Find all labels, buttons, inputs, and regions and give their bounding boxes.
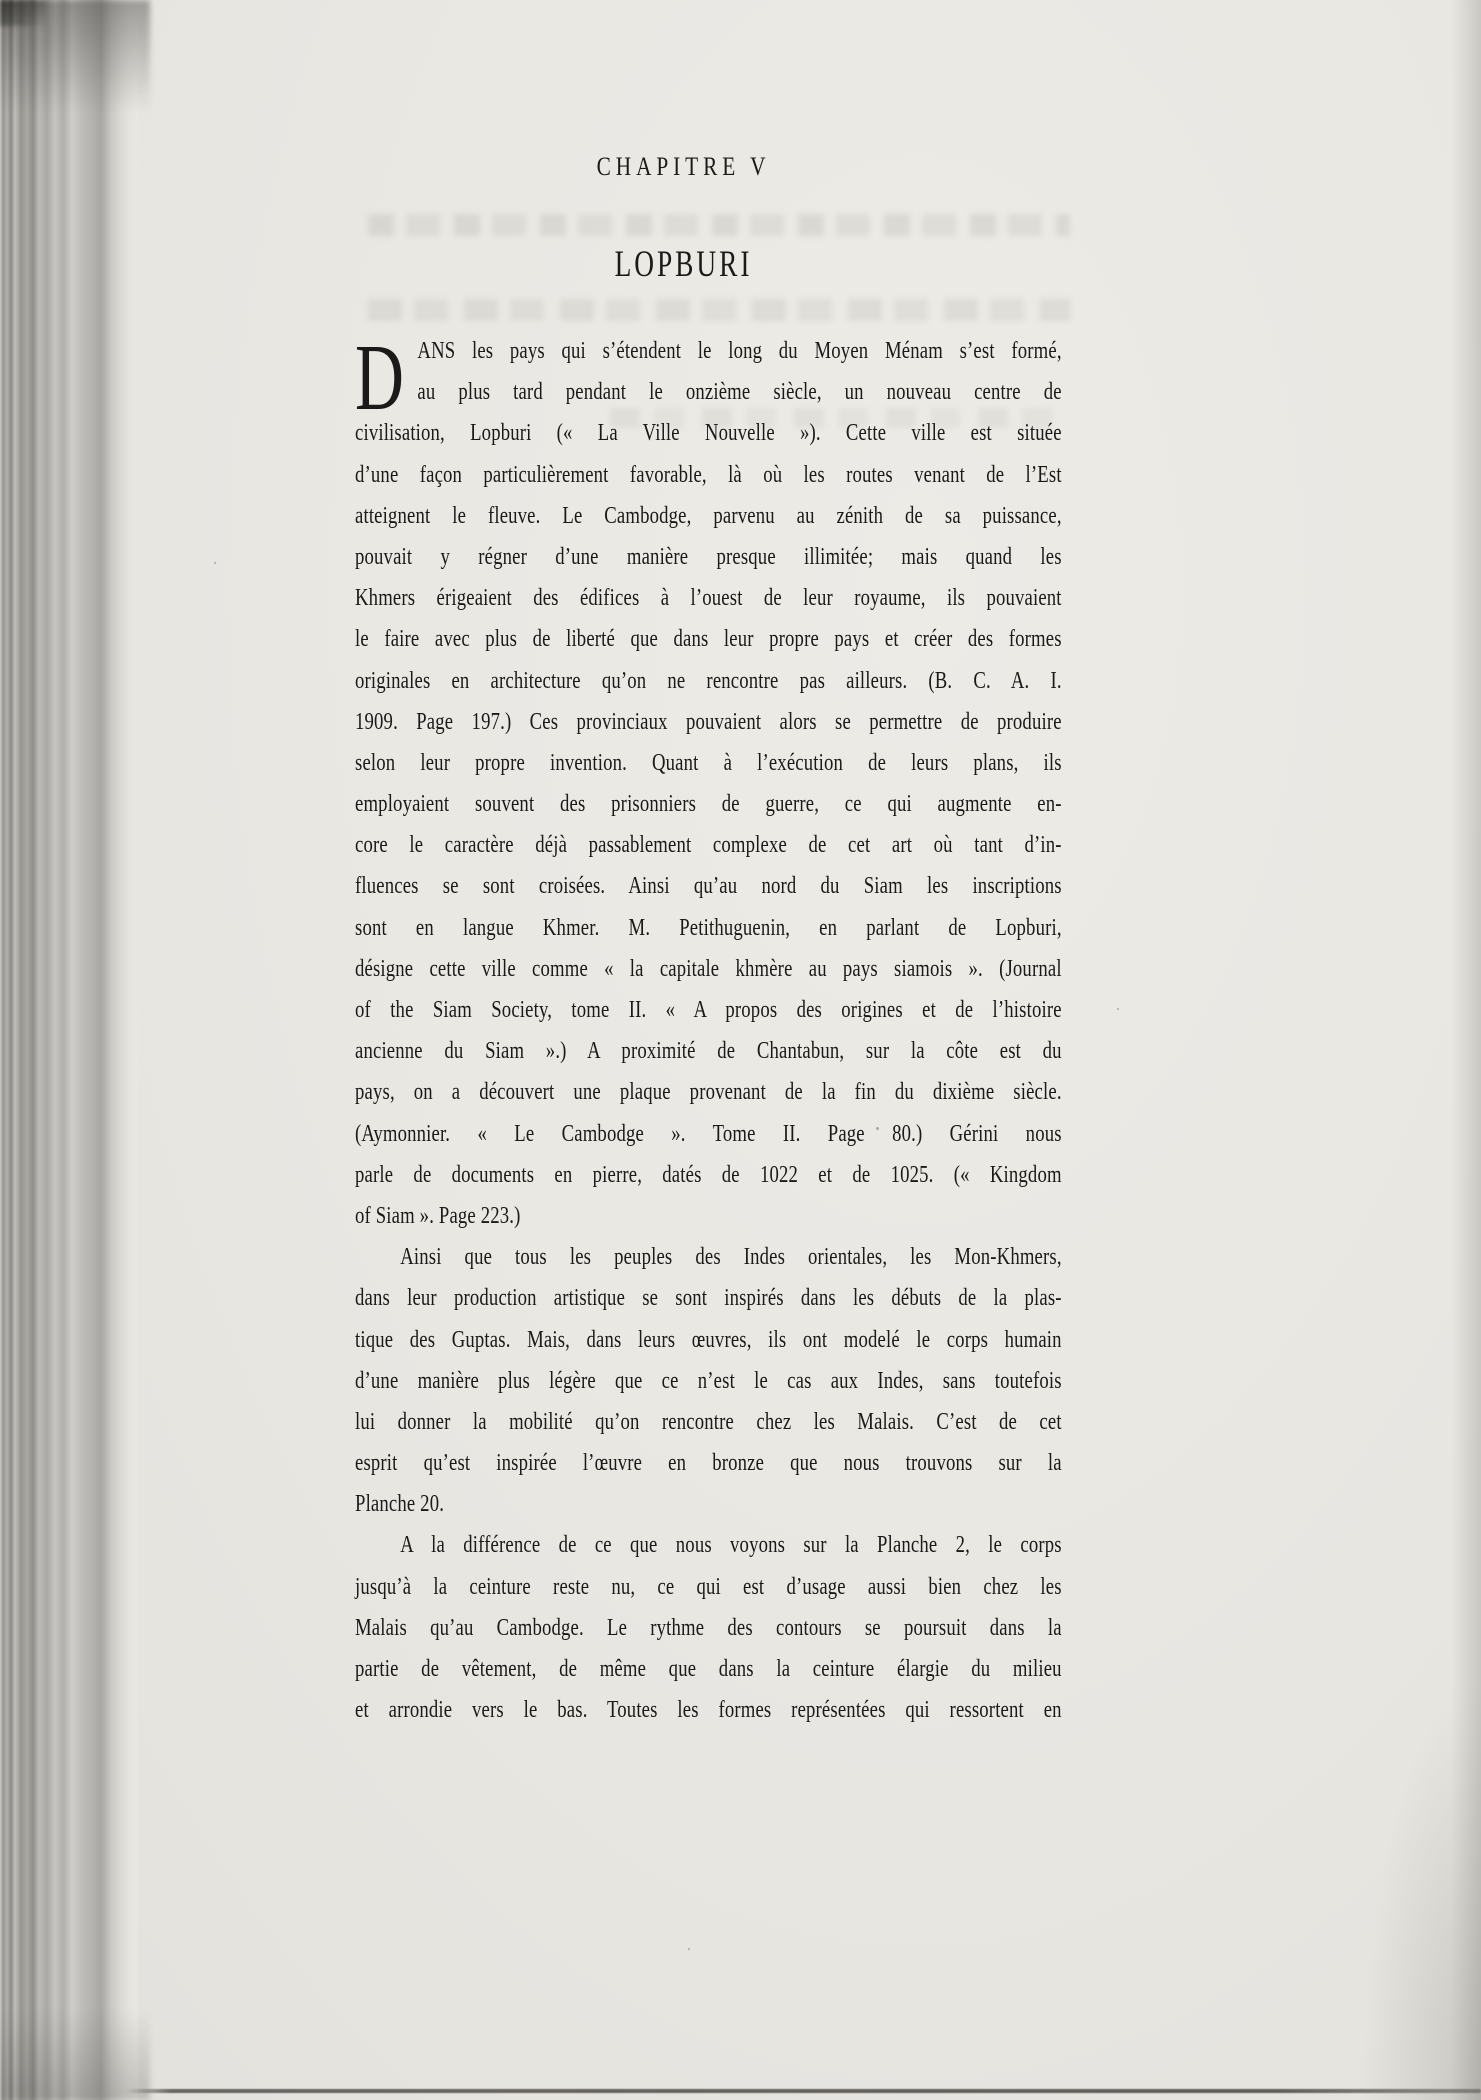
text-line: 1909. Page 197.) Ces provinciaux pouvaient alors se permettre de produire: [355, 708, 1062, 735]
body-text: [355, 326, 1062, 1731]
text-line: pays, on a découvert une plaque provenant de la fin du dixième siècle.: [355, 1079, 1062, 1106]
text-line: lui donner la mobilité qu’on rencontre chez les Malais. C’est de cet: [355, 1408, 1062, 1435]
binding-bottom-shadow: [0, 2010, 150, 2100]
text-line: désigne cette ville comme « la capitale khmère au pays siamois ». (Journal: [355, 955, 1062, 982]
drop-cap: D: [355, 326, 404, 430]
text-line: employaient souvent des prisonniers de guerre, ce qui augmente en-: [355, 791, 1062, 818]
paper-speck: [876, 1127, 879, 1130]
text-line: sont en langue Khmer. M. Petithuguenin, en parlant de Lopburi,: [355, 914, 1062, 941]
corner-shadow: [0, 0, 46, 26]
text-line: civilisation, Lopburi (« La Ville Nouvelle »). Cette ville est située: [355, 420, 1062, 447]
paper-speck: [1117, 1008, 1119, 1010]
paper-speck: [214, 562, 216, 564]
text-line: ancienne du Siam ».) A proximité de Chantabun, sur la côte est du: [355, 1038, 1062, 1065]
text-line: jusqu’à la ceinture reste nu, ce qui est d’usage aussi bien chez les: [355, 1573, 1062, 1600]
binding-edge: [0, 0, 138, 2100]
text-line: Malais qu’au Cambodge. Le rythme des contours se poursuit dans la: [355, 1614, 1062, 1641]
text-line: originales en architecture qu’on ne rencontre pas ailleurs. (B. C. A. I.: [355, 667, 1062, 694]
text-line: tique des Guptas. Mais, dans leurs œuvres, ils ont modelé le corps humain: [355, 1326, 1062, 1353]
text-line: A la différence de ce que nous voyons sur la Planche 2, le corps: [400, 1532, 1062, 1559]
text-line: core le caractère déjà passablement complexe de cet art où tant d’in-: [355, 832, 1062, 859]
paper-speck: [688, 1948, 690, 1950]
text-block: [355, 326, 1062, 1731]
page-title: LOPBURI: [614, 244, 753, 285]
text-line: d’une façon particulièrement favorable, là où les routes venant de l’Est: [355, 461, 1062, 488]
text-line: selon leur propre invention. Quant à l’exécution de leurs plans, ils: [355, 749, 1062, 776]
text-line: parle de documents en pierre, datés de 1022 et de 1025. (« Kingdom: [355, 1161, 1062, 1188]
text-line: dans leur production artistique se sont inspirés dans les débuts de la plas-: [355, 1285, 1062, 1312]
text-line: (Aymonnier. « Le Cambodge ». Tome II. Page 80.) Gérini nous: [355, 1120, 1062, 1147]
bleed-through-text: [368, 299, 1070, 321]
text-line: fluences se sont croisées. Ainsi qu’au nord du Siam les inscriptions: [355, 873, 1062, 900]
text-line: au plus tard pendant le onzième siècle, un nouveau centre de: [417, 379, 1062, 406]
text-line: le faire avec plus de liberté que dans leur propre pays et créer des formes: [355, 626, 1062, 653]
text-line: of the Siam Society, tome II. « A propos des origines et de l’histoire: [355, 997, 1062, 1023]
chapter-heading: CHAPITRE V: [596, 152, 771, 181]
text-line: Ainsi que tous les peuples des Indes orientales, les Mon-Khmers,: [400, 1244, 1062, 1271]
scan-artifact-line: [126, 2089, 1481, 2093]
text-line: d’une manière plus légère que ce n’est le cas aux Indes, sans toutefois: [355, 1367, 1062, 1394]
text-line: et arrondie vers le bas. Toutes les formes représentées qui ressortent en: [355, 1697, 1062, 1724]
text-line: esprit qu’est inspirée l’œuvre en bronze que nous trouvons sur la: [355, 1450, 1062, 1477]
bleed-through-text: [368, 214, 1070, 236]
text-line: of Siam ». Page 223.): [355, 1202, 521, 1229]
page-right-bottom-shade: [1361, 1680, 1481, 2100]
text-line: partie de vêtement, de même que dans la ceinture élargie du milieu: [355, 1656, 1062, 1682]
text-line: Khmers érigeaient des édifices à l’ouest de leur royaume, ils pouvaient: [355, 585, 1062, 612]
text-line: pouvait y régner d’une manière presque illimitée; mais quand les: [355, 543, 1062, 570]
text-line: Planche 20.: [355, 1491, 445, 1518]
text-line: ANS les pays qui s’étendent le long du Moyen Ménam s’est formé,: [417, 338, 1062, 364]
text-line: atteignent le fleuve. Le Cambodge, parvenu au zénith de sa puissance,: [355, 502, 1062, 529]
